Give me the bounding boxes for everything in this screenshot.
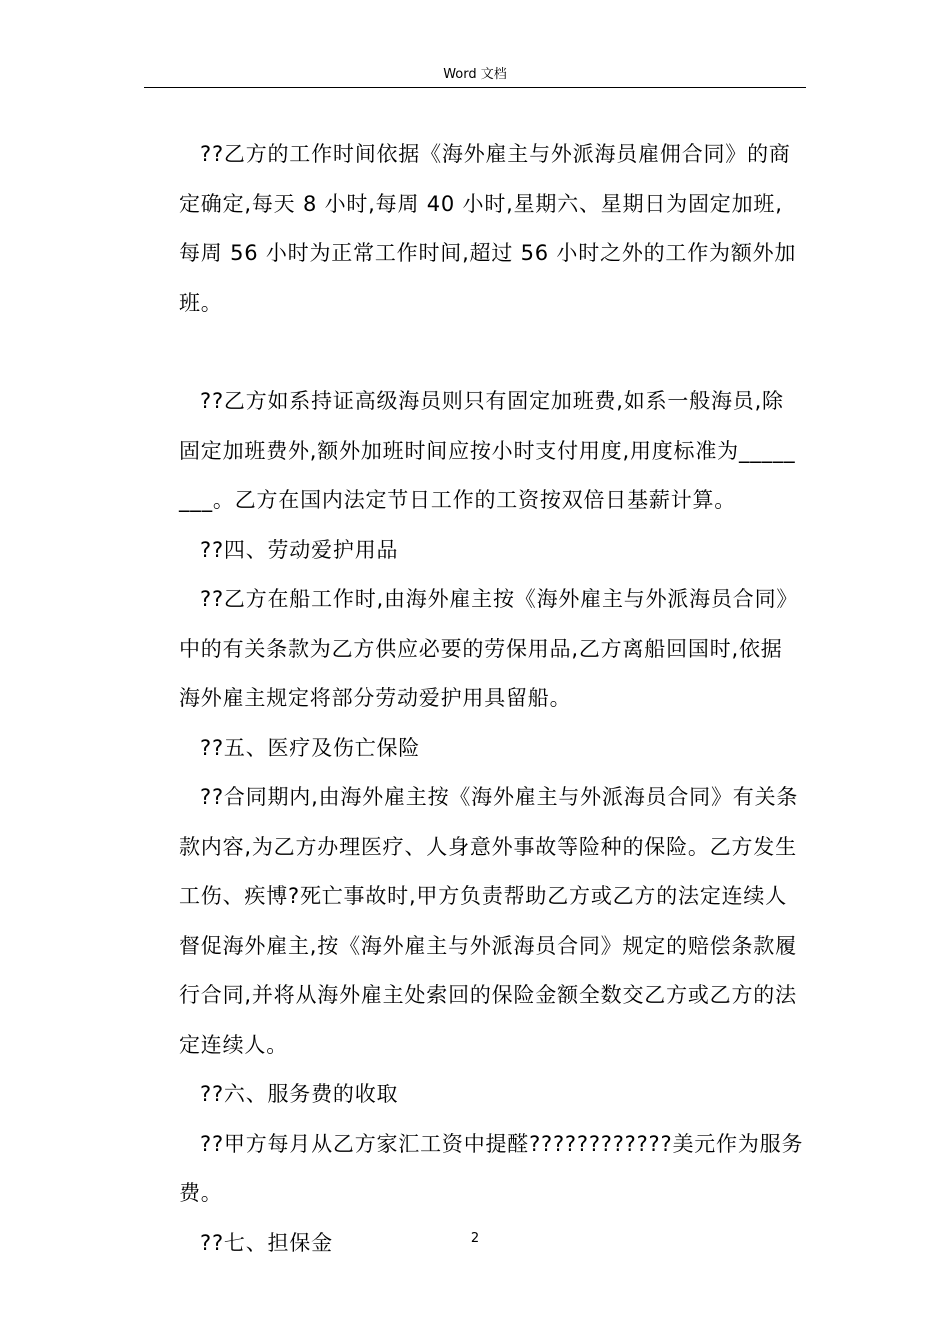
- page-header: Word 文档: [443, 67, 507, 82]
- paragraph-protective-equipment: ??乙方在船工作时,由海外雇主按《海外雇主与外派海员合同》中的有关条款为乙方供应必要的劳保用品,乙方离船回国时,依据海外雇主规定将部分劳动爱护用具留船。: [179, 587, 799, 710]
- section-heading-insurance: ??五、医疗及伤亡保险: [200, 735, 421, 760]
- paragraph-insurance: ??合同期内,由海外雇主按《海外雇主与外派海员合同》有关条款内容,为乙方办理医疗、人身意外事故等险种的保险。乙方发生工伤、疾博?死亡事故时,甲方负责帮助乙方或乙方的法定连续人督促海外雇主,按《海外雇主与外派海员合同》规定的赔偿条款履行合同,并将从海外雇主处索回的保险金额全数交乙方或乙方的法定连续人。: [179, 785, 799, 1057]
- section-heading-service-fee: ??六、服务费的收取: [200, 1082, 399, 1106]
- header-divider: [144, 87, 806, 88]
- section-heading-deposit: ??七、担保金: [200, 1230, 333, 1255]
- paragraph-overtime-pay: ??乙方如系持证高级海员则只有固定加班费,如系一般海员,除固定加班费外,额外加班时间应按小时支付用度,用度标准为________。乙方在国内法定节日工作的工资按双倍日基薪计算。: [179, 389, 796, 512]
- section-heading-protective-equipment: ??四、劳动爱护用品: [200, 537, 399, 562]
- page-number: 2: [470, 1231, 480, 1246]
- document-body: [179, 130, 804, 1268]
- paragraph-service-fee: ??甲方每月从乙方家汇工资中提醛????????????美元作为服务费。: [179, 1131, 804, 1205]
- paragraph-work-hours: ??乙方的工作时间依据《海外雇主与外派海员雇佣合同》的商定确定,每天 8 小时,每周 40 小时,星期六、星期日为固定加班,每周 56 小时为正常工作时间,超过 56 小时之外的工作为额外加班。: [179, 142, 797, 315]
